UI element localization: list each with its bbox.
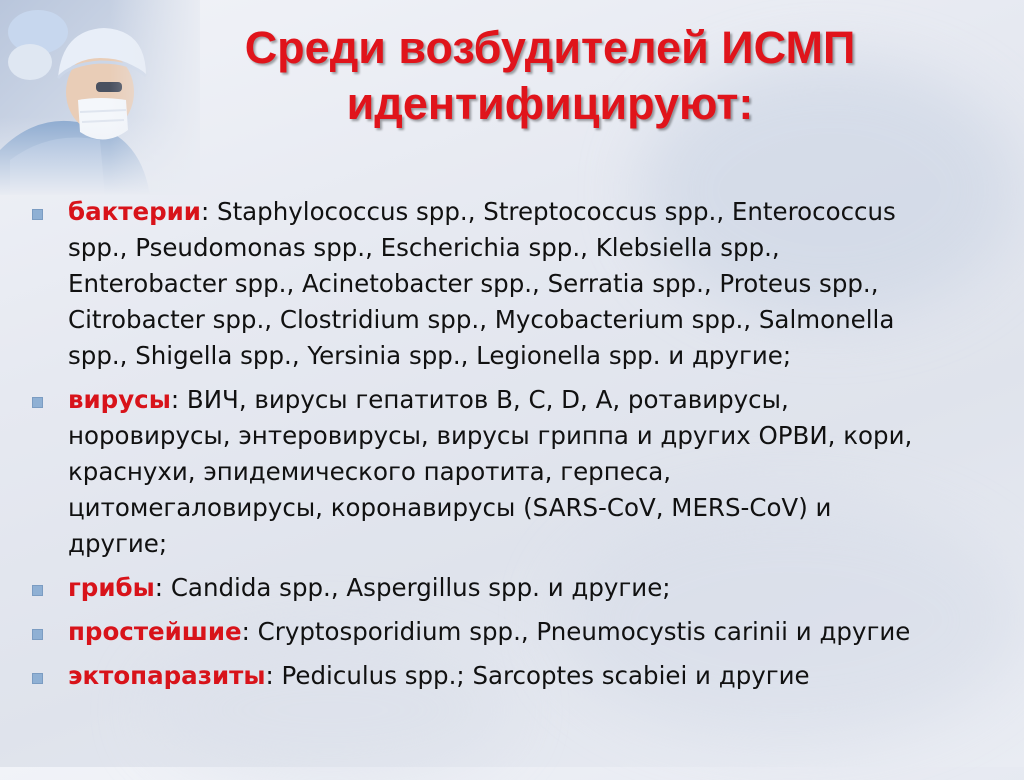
item-line — [68, 658, 992, 694]
item-term: грибы — [68, 573, 155, 602]
item-line: spp., Pseudomonas spp., Escherichia spp., Klebsiella spp., — [68, 233, 780, 262]
square-bullet-icon — [32, 209, 43, 220]
item-line: цитомегаловирусы, коронавирусы (SARS-CoV, MERS-CoV) и — [68, 493, 832, 522]
item-line: краснухи, эпидемического паротита, герпеса, — [68, 457, 672, 486]
item-term: простейшие — [68, 617, 242, 646]
item-line — [68, 194, 992, 230]
square-bullet-icon — [32, 673, 43, 684]
item-term: вирусы — [68, 385, 171, 414]
item-line: spp., Shigella spp., Yersinia spp., Legionella spp. и другие; — [68, 341, 792, 370]
item-line — [68, 614, 992, 650]
slide-title — [170, 20, 930, 132]
item-text: : Candida spp., Aspergillus spp. и другие; — [154, 573, 671, 602]
title-line: Среди возбудителей ИСМП — [244, 22, 856, 73]
item-line: Enterobacter spp., Acinetobacter spp., Serratia spp., Proteus spp., — [68, 269, 879, 298]
item-line — [68, 570, 992, 606]
title-line: идентифицируют: — [346, 78, 754, 129]
square-bullet-icon — [32, 397, 43, 408]
item-text: : Pediculus spp.; Sarcoptes scabiei и другие — [265, 661, 810, 690]
list-item-ectoparasites — [32, 658, 992, 694]
square-bullet-icon — [32, 629, 43, 640]
item-line: Citrobacter spp., Clostridium spp., Mycobacterium spp., Salmonella — [68, 305, 895, 334]
item-line: норовирусы, энтеровирусы, вирусы гриппа и других ОРВИ, кори, — [68, 421, 913, 450]
item-line — [68, 382, 992, 418]
pathogen-list — [32, 194, 992, 702]
item-term: бактерии — [68, 197, 201, 226]
list-item-bacteria — [32, 194, 992, 374]
item-text: : Cryptosporidium spp., Pneumocystis carinii и другие — [241, 617, 911, 646]
list-item-viruses — [32, 382, 992, 562]
item-term: эктопаразиты — [68, 661, 266, 690]
list-item-protozoa — [32, 614, 992, 650]
item-text: : Staphylococcus spp., Streptococcus spp., Enterococcus — [200, 197, 896, 226]
list-item-fungi — [32, 570, 992, 606]
item-text: : ВИЧ, вирусы гепатитов В, С, D, А, ротавирусы, — [170, 385, 789, 414]
square-bullet-icon — [32, 585, 43, 596]
item-line: другие; — [68, 529, 168, 558]
